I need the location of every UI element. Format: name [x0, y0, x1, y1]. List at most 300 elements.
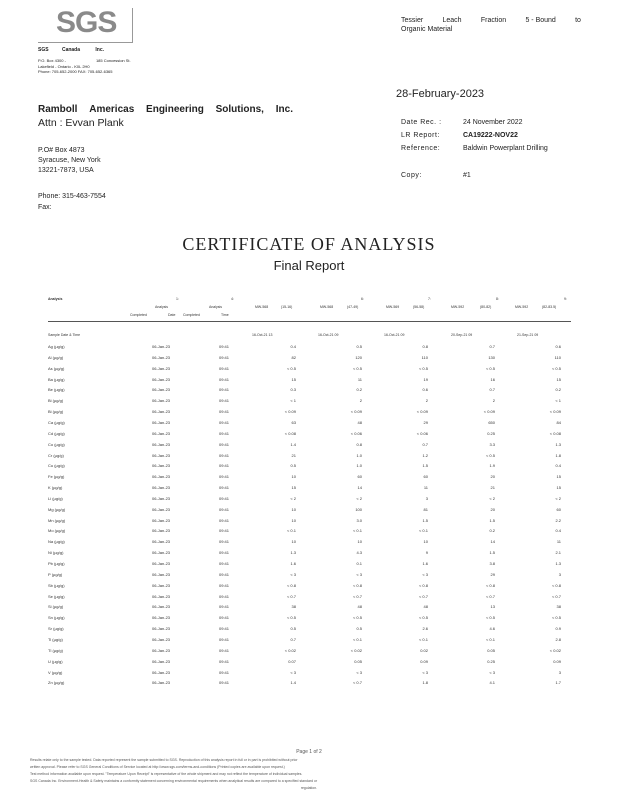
result-value: 0.3 — [290, 387, 296, 393]
result-value: < 3 — [290, 571, 296, 577]
result-value: 1.4 — [290, 680, 296, 686]
analysis-time: 09:41 — [219, 615, 230, 621]
result-value: < 3 — [489, 669, 495, 675]
sample-date-label: Sample Date & Time — [48, 333, 81, 337]
result-value: 82 — [291, 354, 296, 360]
result-value: 3 — [425, 495, 428, 501]
result-value: 10 — [291, 474, 296, 480]
analysis-date: 06-Jan-23 — [152, 647, 171, 653]
analysis-time: 09:41 — [219, 365, 230, 371]
sample-1-id: MW-568 — [255, 305, 269, 309]
result-value: < 0.02 — [350, 647, 362, 653]
client-contact: Phone: 315-463-7554 Fax: — [38, 193, 106, 211]
result-value: 2.2 — [555, 517, 561, 523]
result-value: 3.3 — [489, 441, 495, 447]
result-value: < 3 — [356, 669, 362, 675]
result-value: < 0.08 — [549, 430, 561, 436]
result-value: 4.6 — [489, 626, 495, 632]
analyte-name: Mn (µg/g) — [48, 517, 66, 523]
report-info: Date Rec. : 24 November 2022 LR Report: CA19222-NOV22 Reference: Baldwin Powerplant Drilling Copy: #1 — [401, 119, 548, 179]
result-value: 15 — [291, 376, 296, 382]
analysis-time: 09:41 — [219, 636, 230, 642]
analysis-date: 06-Jan-23 — [152, 409, 171, 415]
analysis-date: 06-Jan-23 — [152, 528, 171, 534]
result-value: 0.1 — [356, 561, 362, 566]
sample-3-id: MW-569 — [386, 305, 400, 309]
analysis-date: 06-Jan-23 — [152, 506, 171, 512]
analysis-date: 06-Jan-23 — [152, 539, 171, 545]
analysis-date: 06-Jan-23 — [152, 441, 171, 447]
result-value: 0.05 — [354, 658, 362, 664]
result-value: 15 — [556, 474, 561, 480]
client-name: Ramboll Americas Engineering Solutions, Inc. — [38, 104, 293, 115]
result-value: 0.09 — [420, 658, 428, 664]
result-value: < 0.5 — [551, 365, 561, 371]
analysis-time: 09:41 — [219, 474, 230, 480]
result-value: 0.4 — [555, 528, 561, 534]
analyte-name: Cu (µg/g) — [48, 463, 65, 469]
sample-2-id: MW-568 — [320, 305, 334, 309]
result-value: 4.1 — [489, 680, 495, 686]
result-value: 0.25 — [487, 658, 495, 664]
analysis-date: 06-Jan-23 — [152, 517, 171, 523]
result-value: 1.5 — [489, 517, 495, 523]
result-value: < 0.7 — [551, 593, 561, 599]
analyte-name: Co (µg/g) — [48, 441, 65, 447]
col-sub-analysis-2: Analysis — [209, 305, 223, 309]
analysis-time: 09:41 — [219, 398, 230, 404]
result-value: 650 — [488, 419, 495, 425]
col-num-1: 1: — [176, 297, 179, 301]
analysis-time: 09:41 — [219, 463, 230, 469]
analyte-name: Ag (µg/g) — [48, 344, 65, 349]
analysis-date: 06-Jan-23 — [152, 463, 171, 469]
result-value: 0.2 — [489, 528, 495, 534]
analysis-time: 09:41 — [219, 376, 230, 382]
sample-date-4: 20-Sep-21 09 — [451, 333, 473, 337]
col-time: Time — [221, 313, 229, 317]
result-value: 63 — [291, 419, 296, 425]
result-value: < 0.5 — [286, 615, 296, 621]
analyte-name: Ti (µg/g) — [48, 636, 63, 642]
analysis-date: 06-Jan-23 — [152, 680, 171, 686]
result-value: 20 — [490, 506, 495, 512]
analysis-time: 09:41 — [219, 571, 230, 577]
analysis-date: 06-Jan-23 — [152, 354, 171, 360]
result-value: 29 — [423, 419, 428, 425]
result-value: 1.8 — [555, 452, 561, 458]
result-value: < 0.09 — [416, 409, 428, 415]
analyte-name: Mo (µg/g) — [48, 528, 66, 534]
analysis-time: 09:41 — [219, 387, 230, 393]
result-value: 84 — [556, 419, 561, 425]
result-value: 0.7 — [489, 344, 495, 349]
analyte-name: Pb (µg/g) — [48, 561, 65, 566]
result-value: 29 — [490, 571, 495, 577]
sample-4-depth: (80-82) — [480, 305, 492, 309]
analysis-date: 06-Jan-23 — [152, 571, 171, 577]
analyte-name: K (µg/g) — [48, 485, 63, 491]
result-value: 0.4 — [555, 463, 561, 469]
analysis-time: 09:41 — [219, 517, 230, 523]
analysis-time: 09:41 — [219, 441, 230, 447]
result-value: 0.09 — [553, 658, 561, 664]
result-value: 10 — [291, 506, 296, 512]
result-value: < 0.7 — [352, 593, 362, 599]
analysis-time: 09:41 — [219, 409, 230, 415]
sample-date-1: 16-Oct-21 13 — [252, 333, 273, 337]
result-value: < 0.5 — [485, 365, 495, 371]
result-value: 110 — [554, 354, 561, 360]
result-value: < 0.1 — [418, 528, 428, 534]
sample-date-3: 16-Oct-21 09 — [384, 333, 405, 337]
result-value: < 0.5 — [485, 615, 495, 621]
result-value: < 0.5 — [286, 365, 296, 371]
analyte-name: P (µg/g) — [48, 571, 63, 577]
result-value: < 0.8 — [352, 582, 362, 588]
result-value: 60 — [357, 474, 362, 480]
analysis-time: 09:41 — [219, 561, 230, 566]
header-rule — [48, 321, 571, 322]
sample-1-depth: (15-16) — [281, 305, 293, 309]
analysis-date: 06-Jan-23 — [152, 636, 171, 642]
analysis-date: 06-Jan-23 — [152, 561, 171, 566]
result-value: < 0.1 — [418, 636, 428, 642]
result-value: < 0.08 — [284, 430, 296, 436]
analysis-date: 06-Jan-23 — [152, 387, 171, 393]
analysis-date: 06-Jan-23 — [152, 593, 171, 599]
result-value: 10 — [423, 539, 428, 545]
analysis-date: 06-Jan-23 — [152, 626, 171, 632]
analysis-time: 09:41 — [219, 658, 230, 664]
result-value: 21 — [490, 485, 495, 491]
col-num-9: 9: — [564, 297, 567, 301]
result-value: < 2 — [290, 495, 296, 501]
report-date: 28-February-2023 — [396, 88, 485, 100]
analysis-date: 06-Jan-23 — [152, 344, 171, 349]
analysis-time: 09:41 — [219, 506, 230, 512]
analysis-time: 09:41 — [219, 528, 230, 534]
result-value: 1.5 — [422, 463, 428, 469]
result-value: 0.2 — [356, 387, 362, 393]
result-value: < 0.8 — [551, 582, 561, 588]
result-value: 15 — [291, 485, 296, 491]
result-value: < 0.5 — [352, 615, 362, 621]
result-value: 0.7 — [489, 387, 495, 393]
result-value: 2.8 — [555, 636, 561, 642]
result-value: < 3 — [290, 669, 296, 675]
result-value: 0.8 — [422, 344, 428, 349]
analysis-date: 06-Jan-23 — [152, 658, 171, 664]
result-value: 1.3 — [290, 550, 296, 556]
lab-address: P.O. Box 4300 - 185 Concession St. Lakefield - Ontario - K0L 2H0 Phone: 705-652-2000 FAX: 705-652-6365 — [38, 58, 131, 74]
client-address: P.O# Box 4873 Syracuse, New York 13221-7873, USA — [38, 147, 101, 174]
col-date: Date — [168, 313, 176, 317]
analyte-name: Bi (µg/g) — [48, 409, 64, 415]
result-value: < 3 — [422, 571, 428, 577]
page-number: Page 1 of 2 — [296, 749, 322, 755]
result-value: 48 — [423, 604, 428, 610]
analysis-date: 06-Jan-23 — [152, 398, 171, 404]
analysis-date: 06-Jan-23 — [152, 430, 171, 436]
analyte-name: Ba (µg/g) — [48, 376, 65, 382]
result-value: < 0.1 — [485, 636, 495, 642]
col-sub-analysis: Analysis — [155, 305, 169, 309]
result-value: < 0.09 — [284, 409, 296, 415]
report-subtitle: Final Report — [273, 258, 345, 273]
result-value: 38 — [291, 604, 296, 610]
result-value: 1.5 — [422, 517, 428, 523]
result-value: < 0.8 — [418, 582, 428, 588]
sample-date-2: 16-Oct-21 09 — [318, 333, 339, 337]
analyte-name: Cr (µg/g) — [48, 452, 64, 458]
result-value: < 0.5 — [352, 365, 362, 371]
result-value: < 0.09 — [549, 409, 561, 415]
result-value: 21 — [291, 452, 296, 458]
result-value: < 0.02 — [284, 647, 296, 653]
result-value: 1.5 — [489, 550, 495, 556]
result-value: 11 — [357, 376, 362, 382]
col-completed: Completed — [130, 313, 147, 317]
result-value: < 0.09 — [483, 409, 495, 415]
result-value: 0.7 — [290, 636, 296, 642]
analyte-name: Cd (µg/g) — [48, 430, 65, 436]
result-value: < 0.09 — [350, 409, 362, 415]
result-value: < 1 — [290, 398, 296, 404]
result-value: 1.6 — [290, 561, 296, 566]
result-value: 1.3 — [555, 561, 561, 566]
result-value: < 0.8 — [286, 582, 296, 588]
result-value: 0.5 — [356, 344, 362, 349]
result-value: < 0.5 — [418, 365, 428, 371]
result-value: < 0.7 — [485, 593, 495, 599]
sample-2-depth: (47-49) — [347, 305, 359, 309]
result-value: 19 — [423, 376, 428, 382]
analysis-date: 06-Jan-23 — [152, 419, 171, 425]
result-value: 1.4 — [290, 441, 296, 447]
result-value: 2 — [359, 398, 362, 404]
analyte-name: Zn (µg/g) — [48, 680, 65, 686]
result-value: 15 — [556, 485, 561, 491]
analysis-time: 09:41 — [219, 354, 230, 360]
result-value: 4.3 — [356, 550, 362, 556]
result-value: 15 — [556, 376, 561, 382]
result-value: < 0.1 — [286, 528, 296, 534]
result-value: < 0.1 — [352, 528, 362, 534]
result-value: < 0.5 — [418, 615, 428, 621]
result-value: 1.0 — [356, 463, 362, 469]
result-value: 110 — [421, 354, 428, 360]
result-value: 1.2 — [422, 452, 428, 458]
lab-name: SGS Canada Inc. — [38, 47, 105, 53]
sample-5-id: MW-592 — [515, 305, 529, 309]
analysis-date: 06-Jan-23 — [152, 615, 171, 621]
result-value: 0.6 — [422, 387, 428, 393]
result-value: 3 — [558, 571, 561, 577]
analyte-name: Be (µg/g) — [48, 387, 65, 393]
analyte-name: Sn (µg/g) — [48, 615, 65, 621]
result-value: 0.8 — [356, 441, 362, 447]
analyte-name: Mg (µg/g) — [48, 506, 66, 512]
analysis-time: 09:41 — [219, 680, 230, 686]
result-value: 0.5 — [290, 626, 296, 632]
col-num-8: 8: — [496, 297, 499, 301]
result-value: 1.6 — [422, 561, 428, 566]
analysis-time: 09:41 — [219, 485, 230, 491]
analysis-date: 06-Jan-23 — [152, 485, 171, 491]
analysis-date: 06-Jan-23 — [152, 669, 171, 675]
result-value: 0.2 — [555, 387, 561, 393]
certificate-title: CERTIFICATE OF ANALYSIS — [182, 234, 436, 254]
analysis-time: 09:41 — [219, 430, 230, 436]
analysis-date: 06-Jan-23 — [152, 474, 171, 480]
sgs-logo: SGS — [56, 6, 117, 39]
result-value: < 0.7 — [352, 680, 362, 686]
result-value: < 0.5 — [485, 452, 495, 458]
result-value: 0.07 — [288, 658, 296, 664]
result-value: 1.3 — [555, 441, 561, 447]
result-value: < 0.06 — [350, 430, 362, 436]
result-value: < 0.8 — [485, 582, 495, 588]
result-value: < 0.06 — [416, 430, 428, 436]
result-value: < 2 — [555, 495, 561, 501]
result-value: 11 — [556, 539, 561, 545]
result-value: 2.6 — [422, 626, 428, 632]
analyte-name: Al (µg/g) — [48, 354, 64, 360]
result-value: < 0.1 — [352, 636, 362, 642]
result-value: 3.0 — [356, 517, 362, 523]
result-value: 16 — [490, 376, 495, 382]
result-value: 0.5 — [356, 626, 362, 632]
col-completed-2: Completed — [183, 313, 200, 317]
result-value: 0.6 — [555, 344, 561, 349]
analysis-date: 06-Jan-23 — [152, 376, 171, 382]
result-value: < 2 — [489, 495, 495, 501]
analysis-time: 09:41 — [219, 452, 230, 458]
analyte-name: Na (µg/g) — [48, 539, 65, 545]
result-value: 14 — [490, 539, 495, 545]
sample-5-depth: (82-83.5) — [542, 305, 557, 309]
result-value: 2 — [492, 398, 495, 404]
analysis-time: 09:41 — [219, 495, 230, 501]
result-value: < 0.02 — [549, 647, 561, 653]
analyte-name: V (µg/g) — [48, 669, 63, 675]
result-value: 0.9 — [555, 626, 561, 632]
sample-3-depth: (56-58) — [413, 305, 425, 309]
result-value: 3 — [558, 669, 561, 675]
result-value: 81 — [423, 506, 428, 512]
analyte-name: Ni (µg/g) — [48, 550, 64, 556]
result-value: 1.8 — [422, 680, 428, 686]
sample-date-5: 21-Sep-21 09 — [517, 333, 539, 337]
result-value: 0.25 — [487, 430, 495, 436]
col-num-6: 6: — [361, 297, 364, 301]
result-value: < 0.7 — [286, 593, 296, 599]
result-value: 38 — [556, 604, 561, 610]
result-value: 14 — [357, 485, 362, 491]
result-value: 0.5 — [290, 463, 296, 469]
footer-disclaimer: Results relate only to the sample tested. Data reported represent the sample submitted to SGS. Reproduction of this analysis report in full or in part is prohibited without prior written approval. Please refer to SGS General Conditions of Service located at http://www.sgs.com/terms-and-conditions (Printed copies are available upon request.) Test method information available upon request. "Temperature Upon Receipt" is representative of the whole shipment and may not reflect the temperature of individual samples. SGS Canada Inc. Environment-Health & Safety maintains a conformity statement concerning environmental requirements when analytical results are compared to a specified standard or regulation. — [30, 758, 318, 790]
col-num-7: 7: — [428, 297, 431, 301]
leach-fraction-title: Tessier Leach Fraction 5 - Bound to Organic Material — [401, 17, 581, 33]
result-value: 0.02 — [420, 647, 428, 653]
result-value: 10 — [291, 539, 296, 545]
result-value: 2 — [425, 398, 428, 404]
result-value: < 3 — [356, 571, 362, 577]
result-value: 48 — [357, 604, 362, 610]
analysis-time: 09:41 — [219, 539, 230, 545]
result-value: 0.05 — [487, 647, 495, 653]
col-num-4: 4: — [231, 297, 234, 301]
result-value: < 0.7 — [418, 593, 428, 599]
analyte-name: Li (µg/g) — [48, 495, 63, 501]
analysis-time: 09:41 — [219, 647, 230, 653]
result-value: < 1 — [555, 398, 561, 404]
result-value: 10 — [291, 517, 296, 523]
analyte-name: Bi (µg/g) — [48, 398, 64, 404]
analysis-time: 09:41 — [219, 582, 230, 588]
result-value: 0.7 — [422, 441, 428, 447]
result-value: < 3 — [422, 669, 428, 675]
analysis-time: 09:41 — [219, 593, 230, 599]
result-value: 1.9 — [489, 463, 495, 469]
analysis-date: 06-Jan-23 — [152, 604, 171, 610]
result-value: 10 — [357, 539, 362, 545]
analysis-date: 06-Jan-23 — [152, 365, 171, 371]
result-value: < 0.5 — [551, 615, 561, 621]
result-value: 13 — [490, 604, 495, 610]
analysis-time: 09:41 — [219, 550, 230, 556]
analyte-name: Se (µg/g) — [48, 593, 65, 599]
analyte-name: Ca (µg/g) — [48, 419, 65, 425]
analysis-date: 06-Jan-23 — [152, 582, 171, 588]
analyte-name: Si (µg/g) — [48, 604, 64, 610]
analyte-name: U (µg/g) — [48, 658, 63, 664]
analysis-time: 09:41 — [219, 669, 230, 675]
analysis-date: 06-Jan-23 — [152, 495, 171, 501]
analyte-name: As (µg/g) — [48, 365, 65, 371]
result-value: 120 — [355, 354, 362, 360]
result-value: 2.1 — [555, 550, 561, 556]
result-value: 130 — [488, 354, 495, 360]
analysis-time: 09:41 — [219, 604, 230, 610]
result-value: < 2 — [356, 495, 362, 501]
analysis-time: 09:41 — [219, 626, 230, 632]
analysis-time: 09:41 — [219, 419, 230, 425]
result-value: 9 — [425, 550, 428, 556]
result-value: 48 — [357, 419, 362, 425]
result-value: 0.4 — [290, 344, 296, 349]
analyte-name: Sr (µg/g) — [48, 626, 64, 632]
result-value: 60 — [556, 506, 561, 512]
result-value: 100 — [355, 506, 362, 512]
result-value: 11 — [423, 485, 428, 491]
result-value: 60 — [423, 474, 428, 480]
result-value: 1.7 — [555, 680, 561, 686]
result-value: 3.8 — [489, 561, 495, 566]
analyte-name: Sb (µg/g) — [48, 582, 65, 588]
analyte-name: Tl (µg/g) — [48, 647, 63, 653]
analyte-name: Fe (µg/g) — [48, 474, 65, 480]
analysis-date: 06-Jan-23 — [152, 452, 171, 458]
analysis-date: 06-Jan-23 — [152, 550, 171, 556]
attention-line: Attn : Evvan Plank — [38, 117, 124, 129]
result-value: 1.0 — [356, 452, 362, 458]
analysis-time: 09:41 — [219, 344, 230, 349]
result-value: 20 — [490, 474, 495, 480]
analysis-header: Analysis — [48, 297, 63, 301]
sample-4-id: MW-592 — [451, 305, 465, 309]
